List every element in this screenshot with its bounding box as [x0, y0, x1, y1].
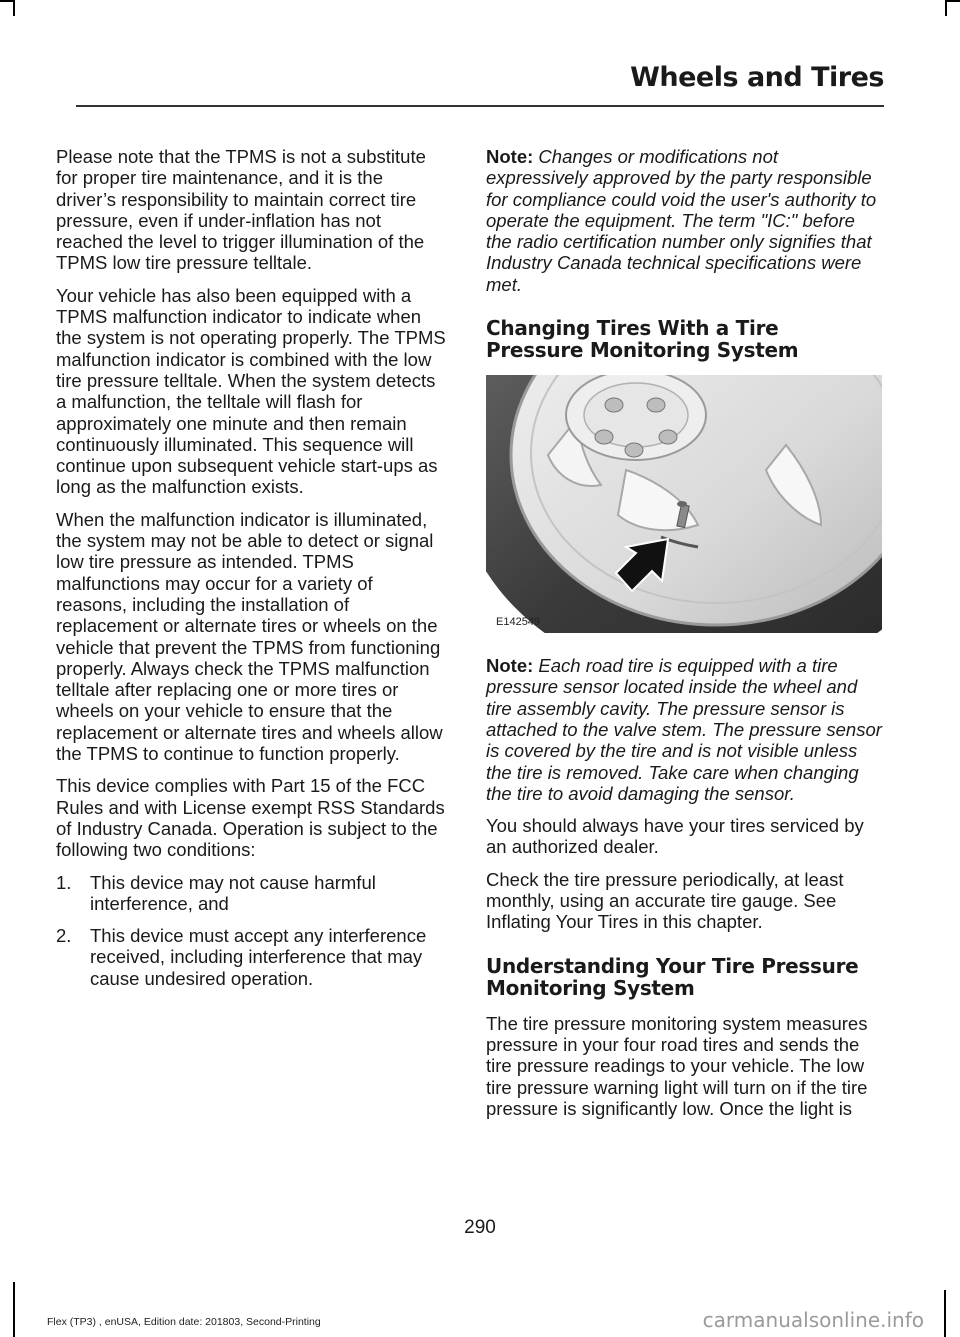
crop-mark	[13, 0, 15, 16]
list-item	[56, 872, 448, 915]
crop-mark	[945, 0, 947, 16]
lug-nut	[647, 398, 665, 412]
list-item	[56, 925, 448, 989]
left-column	[56, 146, 448, 1000]
lug-nut	[595, 430, 613, 444]
page-title: Wheels and Tires	[630, 62, 884, 93]
watermark[interactable]: carmanualsonline.info	[702, 1308, 924, 1332]
note-label: Note:	[486, 655, 534, 677]
note	[486, 655, 882, 804]
paragraph: Check the tire pressure periodically, at least monthly, using an accurate tire gauge. See Inflating Your Tires in this chapter.	[486, 868, 844, 933]
note	[486, 146, 882, 295]
crop-mark	[944, 1290, 946, 1337]
paragraph: Your vehicle has also been equipped with a TPMS malfunction indicator to indicate when the system is not operating properly. The TPMS malfunction indicator is combined with the low tire pressure telltale. When the system detects a malfunction, the telltale will flash for approximately one minute and then remain continuously illuminated. This sequence will continue upon subsequent vehicle start-ups as long as the malfunction exists.	[56, 284, 446, 498]
tire-sensor-figure	[486, 375, 882, 633]
section-heading: Changing Tires With a Tire Pressure Monitoring System	[486, 316, 799, 363]
crop-mark	[13, 1282, 15, 1337]
conditions-list	[56, 872, 448, 989]
lug-nut	[659, 430, 677, 444]
figure-id: E142549	[496, 615, 541, 628]
lug-nut	[605, 398, 623, 412]
list-text: This device may not cause harmful interference, and	[90, 871, 376, 914]
wheel-illustration	[486, 375, 882, 633]
list-number: 1.	[56, 871, 72, 893]
crop-mark	[946, 0, 960, 2]
list-number: 2.	[56, 925, 72, 947]
page-number: 290	[464, 1217, 496, 1238]
paragraph: Please note that the TPMS is not a substitute for proper tire maintenance, and it is the driver’s responsibility to maintain correct tire pressure, even if under-inflation has not reached the level to trigger illumination of the TPMS low tire pressure telltale.	[56, 146, 426, 274]
right-column	[486, 146, 882, 1130]
note-label: Note:	[486, 146, 534, 167]
header-divider	[76, 105, 884, 107]
note-text: Changes or modifications not expressively approved by the party responsible for compliance could void the user's authority to operate the equipment. The term "IC:" before the radio certification number only signifies that Industry Canada technical specifications were met.	[486, 146, 877, 295]
paragraph: When the malfunction indicator is illuminated, the system may not be able to detect or signal low tire pressure as intended. TPMS malfunctions may occur for a variety of reasons, including the installation of replacement or alternate tires or wheels on the vehicle that prevent the TPMS from functioning properly. Always check the TPMS malfunction telltale after replacing one or more tires or wheels on your vehicle to ensure that the replacement or alternate tires and wheels allow the TPMS to continue to function properly.	[56, 508, 443, 765]
paragraph: You should always have your tires serviced by an authorized dealer.	[486, 815, 864, 858]
lug-nut	[625, 443, 643, 457]
note-text: Each road tire is equipped with a tire pressure sensor located inside the wheel and tire assembly cavity. The pressure sensor is attached to the valve stem. The pressure sensor is covered by the tire and is not visible unless the tire is removed. Take care when changing the tire to avoid damaging the sensor.	[486, 655, 882, 804]
footer-edition: Flex (TP3) , enUSA, Edition date: 201803, Second-Printing	[47, 1316, 321, 1328]
section-heading: Understanding Your Tire Pressure Monitoring System	[486, 953, 859, 1000]
list-text: This device must accept any interference received, including interference that may cause undesired operation.	[90, 925, 427, 989]
paragraph: This device complies with Part 15 of the FCC Rules and with License exempt RSS Standards of Industry Canada. Operation is subject to the following two conditions:	[56, 775, 445, 861]
crop-mark	[0, 0, 14, 2]
paragraph: The tire pressure monitoring system measures pressure in your four road tires and sends the tire pressure readings to your vehicle. The low tire pressure warning light will turn on if the tire pressure is significantly low. Once the light is	[486, 1012, 868, 1119]
